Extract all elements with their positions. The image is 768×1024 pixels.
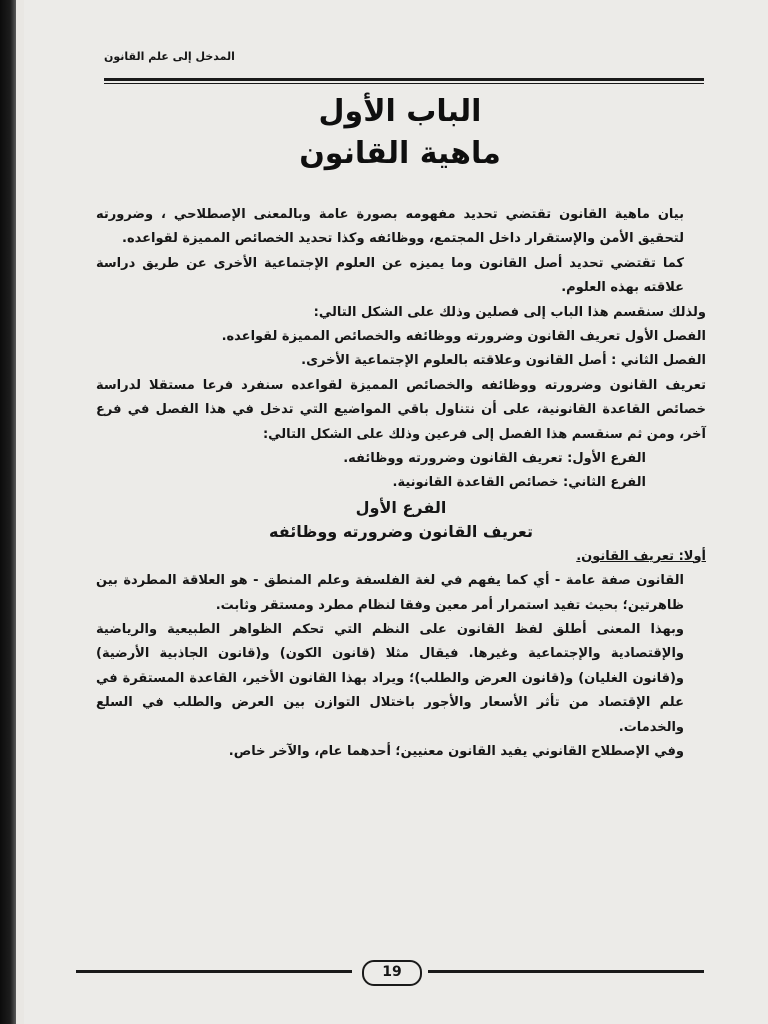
section-subtitle: تعريف القانون وضرورته ووظائفه [269,522,533,542]
footer-rule-right [428,970,704,973]
part-title: الباب الأول [318,94,482,129]
intro-paragraph: ولذلك سنقسم هذا الباب إلى فصلين وذلك على الشكل التالي: [313,304,706,320]
branch-item: الفرع الأول: تعريف القانون وضرورته ووظائفه. [343,451,646,467]
section-title: الفرع الأول [355,497,447,517]
body-paragraph: القانون صفة عامة - أي كما يفهم في لغة الفلسفة وعلم المنطق - هو العلاقة المطردة بين ظاهرتين؛ بحيث تفيد استمرار أمر معين وفقا لنظام مطرد ومستقر وثابت. [96,573,684,613]
footer-rule-left [76,970,352,973]
book-binding-edge [0,0,16,1024]
chapter-item: الفصل الأول تعريف القانون وضرورته ووظائفه والخصائص المميزة لقواعده. [221,329,706,345]
chapter-note: تعريف القانون وضرورته ووظائفه والخصائص المميزة لقواعده سنفرد فرعا مستقلا لدراسة خصائص القاعدة القانونية، على أن نتناول باقي المواضيع التي تدخل في هذا الفصل في فرع آخر، ومن ثم سنقسم هذا الفصل إلى فرعين وذلك على الشكل التالي: [96,377,706,442]
body-paragraph: وبهذا المعنى أطلق لفظ القانون على النظم التي تحكم الظواهر الطبيعية والرياضية والإقتصادية والإجتماعية وغيرها. فيقال مثلا (قانون الكون) و(قانون الجاذبية الأرضية) و(قانون الغليان) و(قانون العرض والطلب)؛ ويراد بهذا القانون الأخير، القاعدة المستقرة في علم الإقتصاد من تأثر الأسعار والأجور باختلال التوازن بين العرض والطلب في السلع والخدمات. [96,621,684,735]
part-name: ماهية القانون [299,136,501,171]
header-rule-thin [104,83,704,84]
header-rule [104,78,704,81]
branch-item: الفرع الثاني: خصائص القاعدة القانونية. [392,475,646,491]
page-number: 19 [362,960,422,986]
body-paragraph: وفي الإصطلاح القانوني يفيد القانون معنيين؛ أحدهما عام، والآخر خاص. [228,743,684,759]
chapter-item: الفصل الثاني : أصل القانون وعلاقته بالعلوم الإجتماعية الأخرى. [301,353,706,369]
intro-paragraph: كما تقتضي تحديد أصل القانون وما يميزه عن العلوم الإجتماعية الأخرى عن طريق دراسة علاقته بهذه العلوم. [96,255,684,296]
running-header: المدخل إلى علم القانون [104,50,235,63]
body-text [96,203,706,764]
intro-paragraph: بيان ماهية القانون تقتضي تحديد مفهومه بصورة عامة وبالمعنى الإصطلاحي ، وضرورته لتحقيق الأمن والإستقرار داخل المجتمع، ووظائفه وكذا تحديد الخصائص المميزة لقواعده. [96,207,684,247]
page-footer [76,962,704,982]
subheading: أولا: تعريف القانون. [576,548,706,564]
